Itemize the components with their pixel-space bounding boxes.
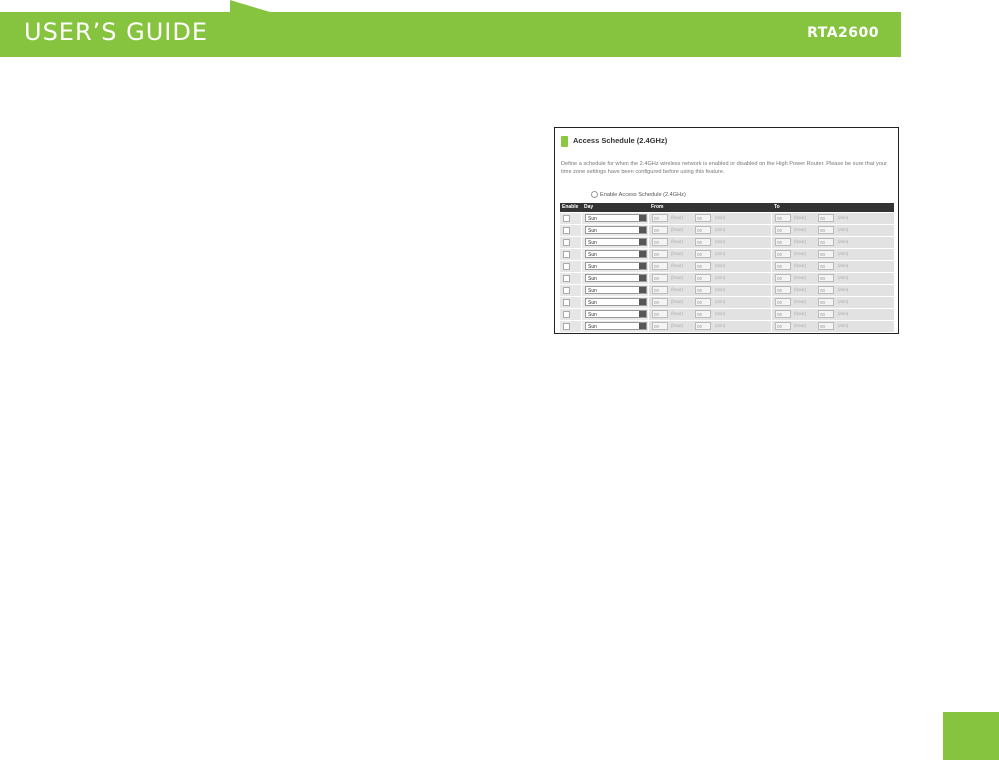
day-value: Sun <box>588 300 597 306</box>
from-min-select[interactable]: 00 <box>695 322 711 330</box>
to-cell <box>772 273 894 284</box>
from-hour-select[interactable]: 00 <box>652 262 668 270</box>
chevron-down-icon <box>639 251 646 257</box>
enable-cell <box>560 249 581 260</box>
day-cell <box>582 297 648 308</box>
enable-checkbox[interactable] <box>563 299 570 306</box>
day-select[interactable] <box>585 298 647 306</box>
from-cell <box>649 309 771 320</box>
hour-unit: (hour) <box>671 311 684 316</box>
enable-cell <box>560 297 581 308</box>
day-value: Sun <box>588 312 597 318</box>
day-value: Sun <box>588 216 597 222</box>
from-hour-select[interactable]: 00 <box>652 274 668 282</box>
enable-checkbox[interactable] <box>563 311 570 318</box>
page-number-box <box>943 712 999 760</box>
col-to: To <box>774 204 780 210</box>
chevron-down-icon <box>639 227 646 233</box>
enable-checkbox[interactable] <box>563 215 570 222</box>
to-min-select[interactable]: 00 <box>818 226 834 234</box>
to-hour-select[interactable]: 00 <box>775 274 791 282</box>
to-min-select[interactable]: 00 <box>818 262 834 270</box>
from-cell <box>649 273 771 284</box>
day-select[interactable] <box>585 310 647 318</box>
to-hour-select[interactable]: 00 <box>775 262 791 270</box>
enable-label: Enable Access Schedule (2.4GHz) <box>600 191 686 198</box>
hour-unit: (hour) <box>794 299 807 304</box>
to-hour-select[interactable]: 00 <box>775 238 791 246</box>
from-min-select[interactable]: 00 <box>695 226 711 234</box>
to-min-select[interactable]: 00 <box>818 310 834 318</box>
min-unit: (min) <box>715 311 726 316</box>
min-unit: (min) <box>715 287 726 292</box>
chevron-down-icon <box>639 215 646 221</box>
day-select[interactable] <box>585 250 647 258</box>
table-header <box>560 203 894 212</box>
col-enable: Enable <box>562 204 579 210</box>
to-hour-select[interactable]: 00 <box>775 250 791 258</box>
to-hour-select[interactable]: 00 <box>775 226 791 234</box>
from-min-select[interactable]: 00 <box>695 286 711 294</box>
to-cell <box>772 213 894 224</box>
day-value: Sun <box>588 228 597 234</box>
table-row <box>560 273 894 284</box>
table-row <box>560 237 894 248</box>
from-cell <box>649 297 771 308</box>
min-unit: (min) <box>838 251 849 256</box>
to-hour-select[interactable]: 00 <box>775 286 791 294</box>
day-select[interactable] <box>585 262 647 270</box>
guide-title: USER’S GUIDE <box>24 18 209 46</box>
chevron-down-icon <box>639 299 646 305</box>
day-cell <box>582 213 648 224</box>
day-select[interactable] <box>585 238 647 246</box>
min-unit: (min) <box>838 299 849 304</box>
hour-unit: (hour) <box>794 263 807 268</box>
col-day: Day <box>584 204 594 210</box>
hour-unit: (hour) <box>671 275 684 280</box>
table-row <box>560 297 894 308</box>
to-min-select[interactable]: 00 <box>818 274 834 282</box>
day-cell <box>582 309 648 320</box>
from-hour-select[interactable]: 00 <box>652 298 668 306</box>
router-icon <box>561 136 568 147</box>
day-cell <box>582 261 648 272</box>
min-unit: (min) <box>715 299 726 304</box>
hour-unit: (hour) <box>671 239 684 244</box>
chevron-down-icon <box>639 323 646 329</box>
enable-cell <box>560 285 581 296</box>
enable-cell <box>560 225 581 236</box>
to-cell <box>772 237 894 248</box>
to-min-select[interactable]: 00 <box>818 298 834 306</box>
to-cell <box>772 249 894 260</box>
to-cell <box>772 321 894 332</box>
from-cell <box>649 249 771 260</box>
from-min-select[interactable]: 00 <box>695 298 711 306</box>
from-cell <box>649 261 771 272</box>
hour-unit: (hour) <box>794 239 807 244</box>
from-hour-select[interactable]: 00 <box>652 238 668 246</box>
hour-unit: (hour) <box>794 251 807 256</box>
from-hour-select[interactable]: 00 <box>652 214 668 222</box>
to-cell <box>772 309 894 320</box>
from-cell <box>649 225 771 236</box>
from-hour-select[interactable]: 00 <box>652 226 668 234</box>
access-schedule-screenshot <box>554 127 899 334</box>
table-row <box>560 309 894 320</box>
min-unit: (min) <box>715 275 726 280</box>
to-hour-select[interactable]: 00 <box>775 310 791 318</box>
from-min-select[interactable]: 00 <box>695 250 711 258</box>
table-row <box>560 321 894 332</box>
hour-unit: (hour) <box>671 263 684 268</box>
enable-checkbox[interactable] <box>563 323 570 330</box>
from-min-select[interactable]: 00 <box>695 214 711 222</box>
enable-checkbox[interactable] <box>563 287 570 294</box>
from-min-select[interactable]: 00 <box>695 262 711 270</box>
schedule-table <box>560 203 894 332</box>
from-min-select[interactable]: 00 <box>695 310 711 318</box>
day-cell <box>582 273 648 284</box>
enable-checkbox[interactable] <box>563 251 570 258</box>
hour-unit: (hour) <box>671 215 684 220</box>
min-unit: (min) <box>838 287 849 292</box>
from-hour-select[interactable]: 00 <box>652 250 668 258</box>
from-cell <box>649 213 771 224</box>
day-value: Sun <box>588 252 597 258</box>
min-unit: (min) <box>715 239 726 244</box>
panel-title: Access Schedule (2.4GHz) <box>573 136 668 145</box>
day-cell <box>582 249 648 260</box>
from-min-select[interactable]: 00 <box>695 238 711 246</box>
enable-checkbox[interactable] <box>563 263 570 270</box>
day-value: Sun <box>588 240 597 246</box>
to-hour-select[interactable]: 00 <box>775 214 791 222</box>
enable-cell <box>560 309 581 320</box>
header-tab-notch <box>230 0 270 12</box>
min-unit: (min) <box>715 251 726 256</box>
day-value: Sun <box>588 276 597 282</box>
day-cell <box>582 285 648 296</box>
enable-access-schedule[interactable] <box>591 191 686 198</box>
from-cell <box>649 321 771 332</box>
day-select[interactable] <box>585 226 647 234</box>
to-min-select[interactable]: 00 <box>818 214 834 222</box>
day-select[interactable] <box>585 286 647 294</box>
hour-unit: (hour) <box>794 323 807 328</box>
enable-cell <box>560 273 581 284</box>
min-unit: (min) <box>838 227 849 232</box>
min-unit: (min) <box>838 275 849 280</box>
min-unit: (min) <box>715 263 726 268</box>
hour-unit: (hour) <box>671 323 684 328</box>
from-cell <box>649 285 771 296</box>
day-select[interactable] <box>585 214 647 222</box>
from-hour-select[interactable]: 00 <box>652 310 668 318</box>
chevron-down-icon <box>639 263 646 269</box>
table-row <box>560 261 894 272</box>
to-min-select[interactable]: 00 <box>818 250 834 258</box>
to-hour-select[interactable]: 00 <box>775 322 791 330</box>
hour-unit: (hour) <box>794 287 807 292</box>
min-unit: (min) <box>838 239 849 244</box>
from-min-select[interactable]: 00 <box>695 274 711 282</box>
hour-unit: (hour) <box>794 215 807 220</box>
to-min-select[interactable]: 00 <box>818 286 834 294</box>
hour-unit: (hour) <box>671 251 684 256</box>
to-cell <box>772 297 894 308</box>
day-cell <box>582 321 648 332</box>
chevron-down-icon <box>639 287 646 293</box>
day-value: Sun <box>588 288 597 294</box>
min-unit: (min) <box>838 311 849 316</box>
hour-unit: (hour) <box>794 275 807 280</box>
enable-cell <box>560 237 581 248</box>
hour-unit: (hour) <box>794 311 807 316</box>
min-unit: (min) <box>838 323 849 328</box>
min-unit: (min) <box>715 215 726 220</box>
day-select[interactable] <box>585 322 647 330</box>
day-value: Sun <box>588 264 597 270</box>
min-unit: (min) <box>838 215 849 220</box>
col-from: From <box>651 204 664 210</box>
chevron-down-icon <box>639 239 646 245</box>
model-name: RTA2600 <box>807 25 879 41</box>
to-cell <box>772 261 894 272</box>
enable-checkbox[interactable] <box>563 227 570 234</box>
enable-radio[interactable] <box>591 191 598 198</box>
day-value: Sun <box>588 324 597 330</box>
chevron-down-icon <box>639 311 646 317</box>
panel-description: Define a schedule for when the 2.4GHz wireless network is enabled or disabled on the High Power Router. Please be sure that your time zone settings have been configured before using this feature. <box>561 161 887 175</box>
day-select[interactable] <box>585 274 647 282</box>
from-hour-select[interactable]: 00 <box>652 322 668 330</box>
min-unit: (min) <box>838 263 849 268</box>
enable-cell <box>560 321 581 332</box>
chevron-down-icon <box>639 275 646 281</box>
header-bar <box>0 12 901 57</box>
to-min-select[interactable]: 00 <box>818 322 834 330</box>
table-row <box>560 213 894 224</box>
day-cell <box>582 225 648 236</box>
enable-cell <box>560 261 581 272</box>
hour-unit: (hour) <box>671 227 684 232</box>
table-row <box>560 249 894 260</box>
table-row <box>560 225 894 236</box>
to-hour-select[interactable]: 00 <box>775 298 791 306</box>
to-cell <box>772 285 894 296</box>
enable-checkbox[interactable] <box>563 275 570 282</box>
min-unit: (min) <box>715 323 726 328</box>
table-row <box>560 285 894 296</box>
enable-cell <box>560 213 581 224</box>
min-unit: (min) <box>715 227 726 232</box>
to-cell <box>772 225 894 236</box>
hour-unit: (hour) <box>794 227 807 232</box>
hour-unit: (hour) <box>671 299 684 304</box>
enable-checkbox[interactable] <box>563 239 570 246</box>
to-min-select[interactable]: 00 <box>818 238 834 246</box>
from-cell <box>649 237 771 248</box>
hour-unit: (hour) <box>671 287 684 292</box>
from-hour-select[interactable]: 00 <box>652 286 668 294</box>
day-cell <box>582 237 648 248</box>
